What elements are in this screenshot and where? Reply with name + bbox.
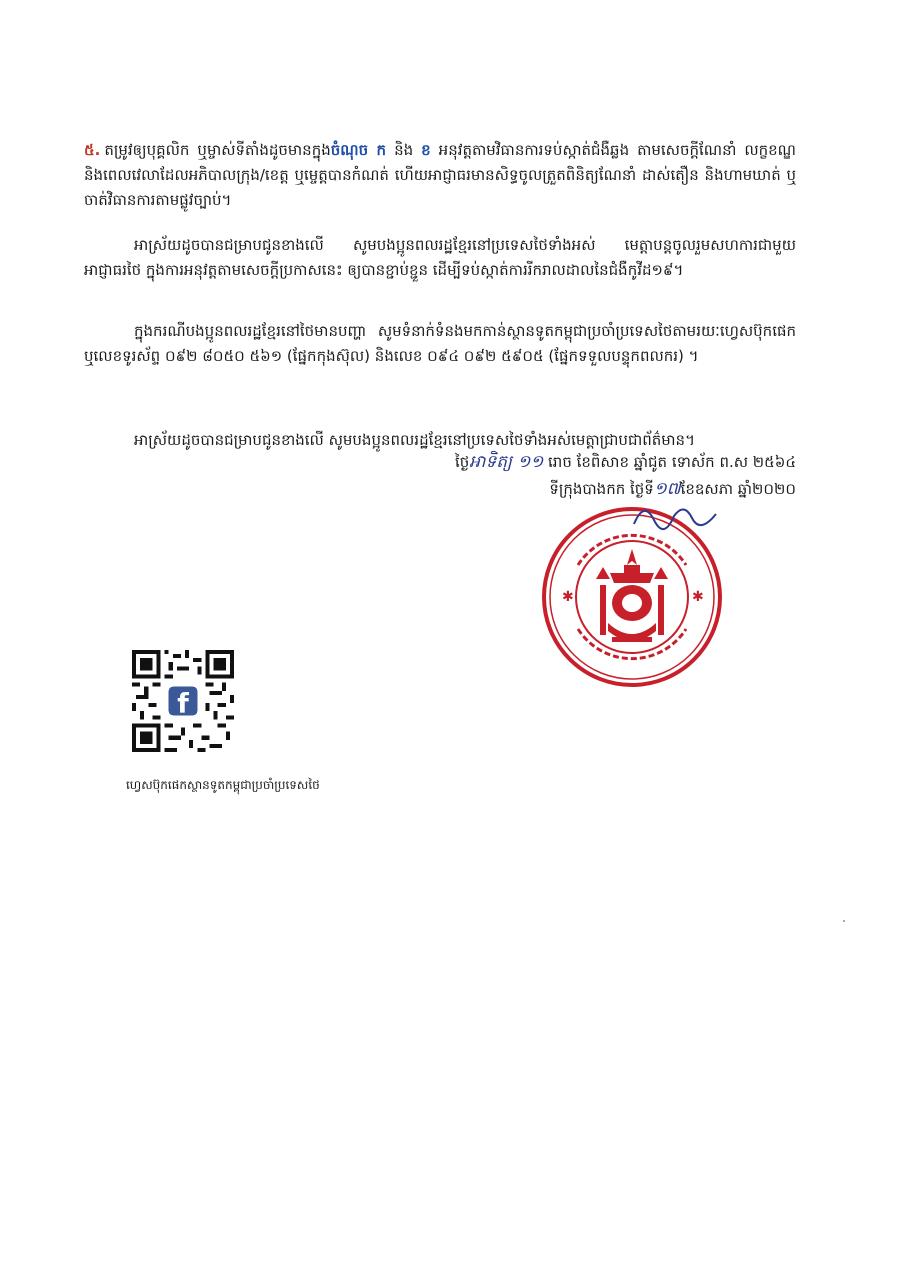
contact-paragraph: ក្នុងករណីបងប្អូនពលរដ្ឋខ្មែរនៅថៃមានបញ្ហា សូមទំនាក់ទំនងមកកាន់ស្ថានទូតកម្ពុជាប្រចាំប្រទេសថៃតាមរយៈហ្វេសប៊ុកផេក ឬលេខទូរស័ព្ទ ០៩២ ៨០៥០ ៥៦១ (ផ្នែកកុងស៊ុល) និងលេខ ០៩៤ ០៩២ ៥៩០៥ (ផ្នែកទទួលបន្ទុកពលករ) ។ xyxy=(84,322,796,365)
scan-speck xyxy=(843,920,845,922)
item-5-text-before: តម្រូវឲ្យបុគ្គលិក ឬម្ចាស់ទីតាំងដូចមានក្នុង xyxy=(104,141,331,159)
solar-rest: ខែឧសភា ឆ្នាំ២០២០ xyxy=(680,480,796,498)
appeal-paragraph: អាស្រ័យដូចបានជម្រាបជូនខាងលើ សូមបងប្អូនពលរដ្ឋខ្មែរនៅប្រទេសថៃទាំងអស់ មេត្តាបន្តចូលរួមសហការជាមួយអាជ្ញាធរថៃ ក្នុងការអនុវត្តតាមសេចក្តីប្រកាសនេះ ឲ្យបានខ្ជាប់ខ្ជួន ដើម្បីទប់ស្កាត់ការរីករាលដាលនៃជំងឺកូវីដ១៩។ xyxy=(84,236,796,279)
item-5-number: ៥. xyxy=(84,141,101,159)
solar-prefix: ទីក្រុងបាងកក ថ្ងៃទី xyxy=(549,480,654,498)
qr-caption: ហ្វេសប៊ុកផេកស្ថានទូតកម្ពុជាប្រចាំប្រទេសថៃ xyxy=(126,778,320,792)
item-5-highlight-ka: ចំណុច ក xyxy=(330,141,387,159)
lunar-day-handwritten: អាទិត្យ ១១ xyxy=(469,452,544,472)
lunar-rest: រោច ខែពិសាខ ឆ្នាំជូត ទោស័ក ព.ស ២៥៦៤ xyxy=(548,453,796,471)
item-5-highlight-kha: ខ xyxy=(421,141,431,159)
handwritten-signature xyxy=(630,496,720,536)
lunar-prefix: ថ្ងៃ xyxy=(454,453,470,471)
seal-star-right: ✱ xyxy=(692,589,704,605)
solar-day-handwritten: ១៧ xyxy=(653,479,681,499)
lunar-date-line xyxy=(455,450,796,474)
item-5-text-after: អនុវត្តតាមវិធានការទប់ស្កាត់ជំងឺឆ្លង តាមសេចក្តីណែនាំ លក្ខខណ្ឌ និងពេលវេលាដែលអភិបាលក្រុង/ខេត្ត ឬម្ចេត្តបានកំណត់ ហើយអាជ្ញាធរមានសិទ្ធចូលត្រួតពិនិត្យណែនាំ ដាស់តឿន និងហាមឃាត់ ឬចាត់វិធានការតាមផ្លូវច្បាប់។ xyxy=(84,141,796,209)
facebook-qr-code[interactable] xyxy=(132,650,234,752)
seal-star-left: ✱ xyxy=(562,589,574,605)
svg-text:f: f xyxy=(177,688,189,720)
item-5-text-mid: និង xyxy=(386,141,422,159)
closing-paragraph: អាស្រ័យដូចបានជម្រាបជូនខាងលើ សូមបងប្អូនពលរដ្ឋខ្មែរនៅប្រទេសថៃទាំងអស់មេត្តាជ្រាបជាព័ត៌មាន។ xyxy=(134,431,695,449)
seal-emblem-center xyxy=(622,594,642,612)
item-5-paragraph xyxy=(84,138,796,213)
